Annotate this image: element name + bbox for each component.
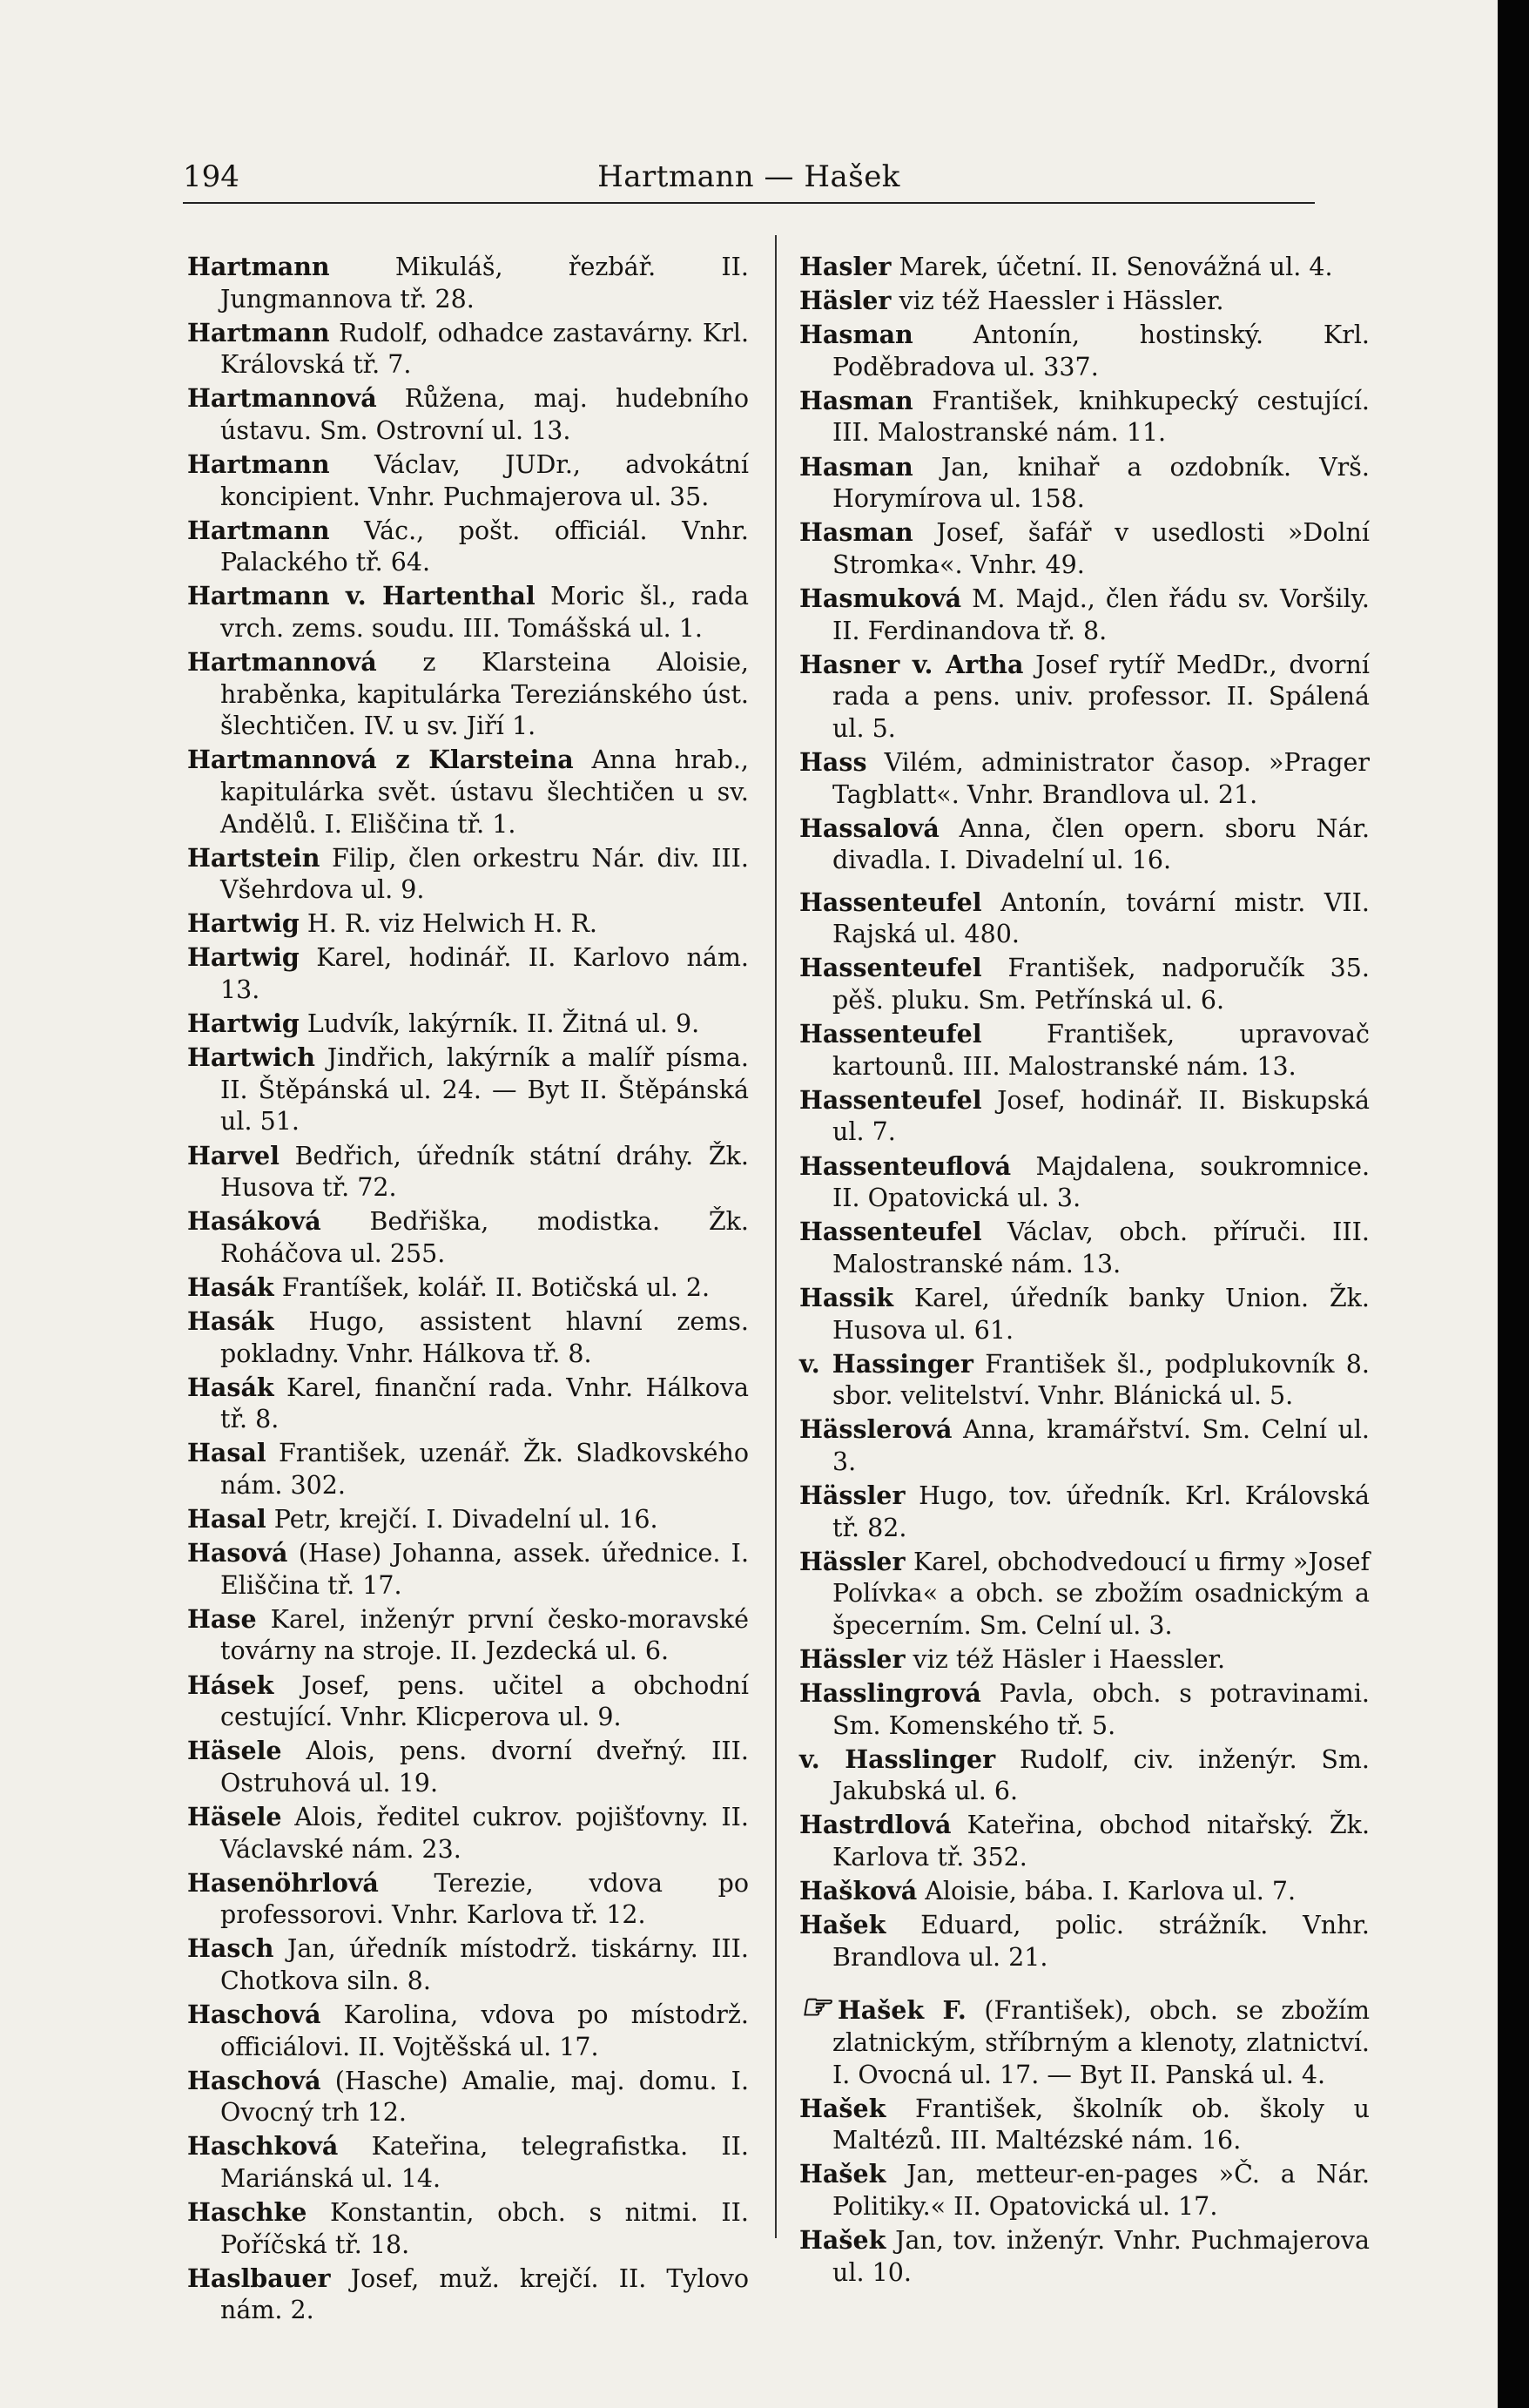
- directory-entry: [187, 515, 749, 579]
- directory-entry: [187, 1537, 749, 1602]
- entry-details: František šl., podplukovník 8. sbor. velitelství. Vnhr. Blánická ul. 5.: [832, 1349, 1370, 1411]
- entry-surname: Hasman: [799, 320, 913, 350]
- entry-surname: v. Hassinger: [799, 1348, 973, 1379]
- entry-details: (Hase) Johanna, assek. úřednice. I. Eliščina tř. 17.: [220, 1539, 749, 1600]
- entry-surname: Hässler: [799, 1643, 906, 1674]
- page-header: [183, 157, 1315, 200]
- directory-entry: [799, 2158, 1370, 2223]
- entry-surname: Hasner v. Artha: [799, 649, 1024, 679]
- entry-surname: Häsele: [187, 1736, 282, 1766]
- entry-surname: Hartmann: [187, 515, 330, 545]
- directory-entry: [187, 646, 749, 743]
- entry-details: (František), obch. se zbožím zlatnickým, stříbrným a klenoty, zlatnictví. I. Ovocná ul. 17. — Byt II. Panská ul. 4.: [832, 1996, 1371, 2089]
- directory-entry: [187, 941, 749, 1006]
- entry-surname: Häsele: [187, 1801, 282, 1831]
- entry-details: Konstantin, obch. s nitmi. II. Poříčská tř. 18.: [220, 2198, 749, 2259]
- entry-details: viz též Haessler i Hässler.: [891, 287, 1224, 316]
- entry-surname: Hässler: [799, 1546, 906, 1576]
- entry-surname: Hasal: [187, 1504, 266, 1535]
- entry-details: Jan, tov. inženýr. Vnhr. Puchmajerova ul. 10.: [832, 2226, 1370, 2287]
- entry-details: Frantíšek, kolář. II. Botičská ul. 2.: [273, 1272, 711, 1302]
- entry-details: Růžena, maj. hudebního ústavu. Sm. Ostrovní ul. 13.: [220, 384, 749, 445]
- entry-details: (Hasche) Amalie, maj. domu. I. Ovocný trh 12.: [220, 2066, 749, 2128]
- entry-details: Ludvík, lakýrník. II. Žitná ul. 9.: [299, 1009, 700, 1039]
- entry-surname: Hasák: [187, 1271, 274, 1302]
- entry-surname: Hartmannová: [187, 647, 377, 678]
- entry-details: Kateřina, telegrafistka. II. Mariánská ul. 14.: [220, 2132, 749, 2193]
- directory-entry: [799, 1546, 1370, 1642]
- directory-entry: [187, 2065, 749, 2129]
- right-column: [799, 251, 1370, 2290]
- entry-surname: Haschová: [187, 1999, 321, 2029]
- entry-surname: Hásek: [187, 1669, 274, 1700]
- entry-surname: Hase: [187, 1603, 257, 1634]
- directory-entry: [187, 1372, 749, 1436]
- entry-surname: Hasmuková: [799, 583, 962, 613]
- directory-entry: [799, 649, 1370, 745]
- entry-surname: Hašek: [799, 2159, 886, 2189]
- entry-details: Josef, šafář v usedlosti »Dolní Stromka«. Vnhr. 49.: [832, 518, 1370, 579]
- left-column: [187, 251, 749, 2328]
- entry-surname: Hassenteufel: [799, 1019, 982, 1049]
- entry-surname: Hašková: [799, 1876, 918, 1906]
- entry-details: Karel, finanční rada. Vnhr. Hálkova tř. 8.: [220, 1373, 749, 1434]
- directory-entry: [799, 746, 1370, 811]
- entry-surname: Hasová: [187, 1538, 288, 1568]
- entry-surname: Haschová: [187, 2065, 321, 2095]
- entry-surname: v. Hasslinger: [799, 1744, 996, 1774]
- directory-entry: [799, 319, 1370, 383]
- directory-entry: [187, 1140, 749, 1204]
- entry-surname: Harvel: [187, 1140, 280, 1170]
- entry-details: Hugo, tov. úředník. Krl. Královská tř. 82.: [832, 1481, 1370, 1542]
- entry-surname: Hartmann: [187, 252, 330, 281]
- entry-surname: Hasák: [187, 1306, 274, 1336]
- directory-entry: [187, 317, 749, 381]
- entry-surname: Hassik: [799, 1282, 894, 1312]
- entry-details: Jan, úředník místodrž. tiskárny. III. Chotkova siln. 8.: [220, 1934, 749, 1995]
- entry-surname: Hartmann: [187, 449, 330, 480]
- entry-details: Václav, JUDr., advokátní koncipient. Vnhr. Puchmajerova ul. 35.: [220, 450, 749, 511]
- entry-details: Karel, hodinář. II. Karlovo nám. 13.: [220, 943, 749, 1005]
- entry-details: Karel, obchodvedoucí u firmy »Josef Polívka« a obch. se zbožím osadnickým a špecerním. Sm. Celní ul. 3.: [832, 1547, 1370, 1640]
- entry-details: Josef rytíř MedDr., dvorní rada a pens. univ. professor. II. Spálená ul. 5.: [832, 650, 1370, 743]
- entry-details: Josef, hodinář. II. Biskupská ul. 7.: [832, 1085, 1370, 1147]
- directory-entry: [799, 385, 1370, 449]
- entry-details: František, uzenář. Žk. Sladkovského nám. 302.: [220, 1439, 749, 1500]
- entry-details: H. R. viz Helwich H. R.: [299, 909, 597, 939]
- directory-entry: [799, 251, 1370, 284]
- entry-details: Vác., pošt. officiál. Vnhr. Palackého tř. 64.: [220, 516, 749, 577]
- entry-details: Rudolf, civ. inženýr. Sm. Jakubská ul. 6.: [832, 1744, 1370, 1806]
- entry-details: Anna, kramářství. Sm. Celní ul. 3.: [832, 1415, 1370, 1476]
- directory-entry: [187, 580, 749, 644]
- entry-surname: Hartwig: [187, 908, 300, 939]
- entry-details: Václav, obch. příruči. III. Malostranské nám. 13.: [832, 1217, 1370, 1278]
- directory-entry: [799, 516, 1370, 581]
- entry-surname: Häsler: [799, 286, 892, 316]
- directory-entry: [799, 1480, 1370, 1544]
- directory-entry: [799, 1018, 1370, 1083]
- header-rule: [183, 202, 1315, 204]
- directory-entry: [187, 251, 749, 315]
- entry-details: Aloisie, bába. I. Karlova ul. 7.: [917, 1877, 1297, 1906]
- entry-details: z Klarsteina Aloisie, hraběnka, kapitulárka Tereziánského úst. šlechtičen. IV. u sv. Jiří 1.: [220, 648, 749, 741]
- scan-edge: [1498, 0, 1529, 2408]
- entry-details: František, nadporučík 35. pěš. pluku. Sm. Petřínská ul. 6.: [832, 954, 1370, 1015]
- entry-surname: Hasal: [187, 1438, 266, 1468]
- entry-surname: Hartmann: [187, 317, 330, 347]
- entry-surname: Hasch: [187, 1933, 274, 1964]
- entry-surname: Hasenöhrlová: [187, 1867, 379, 1898]
- entry-surname: Hartmann v. Hartenthal: [187, 581, 535, 611]
- entry-surname: Hašek: [799, 2225, 886, 2256]
- entry-surname: Hässlerová: [799, 1414, 953, 1445]
- entry-details: Eduard, polic. strážník. Vnhr. Brandlova ul. 21.: [832, 1911, 1370, 1972]
- entry-details: Vilém, administrator časop. »Prager Tagblatt«. Vnhr. Brandlova ul. 21.: [832, 747, 1370, 809]
- directory-entry: [187, 1437, 749, 1501]
- directory-entry: [187, 1801, 749, 1865]
- page-number: 194: [183, 159, 239, 194]
- entry-details: Filip, člen orkestru Nár. div. III. Všehrdova ul. 9.: [220, 843, 749, 905]
- entry-details: Bedřiška, modistka. Žk. Roháčova ul. 255.: [220, 1207, 749, 1268]
- entry-details: Moric šl., rada vrch. zems. soudu. III. Tomášská ul. 1.: [220, 582, 749, 644]
- entry-surname: Hasman: [799, 517, 913, 548]
- entry-surname: Hässler: [799, 1480, 906, 1510]
- entry-details: Hugo, assistent hlavní zems. pokladny. Vnhr. Hálkova tř. 8.: [220, 1307, 749, 1368]
- directory-entry: [799, 887, 1370, 951]
- directory-entry: [799, 2093, 1370, 2157]
- directory-entry: [799, 1986, 1371, 2091]
- entry-details: Jindřich, lakýrník a malíř písma. II. Štěpánská ul. 24. — Byt II. Štěpánská ul. 51.: [220, 1043, 749, 1137]
- directory-entry: [799, 813, 1370, 877]
- entry-details: František, knihkupecký cestující. III. Malostranské nám. 11.: [832, 386, 1370, 448]
- entry-details: Petr, krejčí. I. Divadelní ul. 16.: [266, 1505, 658, 1535]
- entry-surname: Hass: [799, 746, 867, 777]
- entry-surname: Hassalová: [799, 813, 940, 843]
- directory-entry: [187, 1999, 749, 2063]
- entry-details: Anna hrab., kapitulárka svět. ústavu šlechtičen u sv. Andělů. I. Eliščina tř. 1.: [220, 745, 749, 839]
- entry-details: Pavla, obch. s potravinami. Sm. Komenského tř. 5.: [832, 1679, 1370, 1740]
- entry-details: Mikuláš, řezbář. II. Jungmannova tř. 28.: [220, 253, 749, 314]
- directory-entry: [799, 1875, 1370, 1908]
- directory-entry: [799, 1348, 1370, 1413]
- entry-details: Bedřich, úředník státní dráhy. Žk. Husova tř. 72.: [220, 1141, 749, 1203]
- directory-entry: [187, 1735, 749, 1799]
- entry-details: Karel, úředník banky Union. Žk. Husova ul. 61.: [832, 1283, 1370, 1345]
- entry-details: viz též Häsler i Haessler.: [905, 1644, 1226, 1674]
- directory-entry: [187, 2130, 749, 2195]
- directory-entry: [799, 1643, 1370, 1676]
- directory-entry: [799, 1216, 1370, 1280]
- directory-entry: [187, 907, 749, 941]
- directory-entry: [187, 1503, 749, 1536]
- entry-details: Rudolf, odhadce zastavárny. Krl. Královská tř. 7.: [220, 318, 749, 380]
- entry-details: Anna, člen opern. sboru Nár. divadla. I. Divadelní ul. 16.: [832, 813, 1370, 875]
- entry-surname: Hašek: [799, 2093, 886, 2123]
- entry-details: Kateřina, obchod nitařský. Žk. Karlova tř. 352.: [832, 1811, 1370, 1872]
- directory-entry: [799, 1150, 1370, 1215]
- directory-entry: [187, 1867, 749, 1932]
- directory-entry: [187, 1932, 749, 1997]
- entry-details: Terezie, vdova po professorovi. Vnhr. Karlova tř. 12.: [220, 1868, 749, 1930]
- entry-details: František, školník ob. školy u Maltézů. III. Maltézské nám. 16.: [832, 2094, 1370, 2155]
- entry-surname: Haslbauer: [187, 2263, 331, 2293]
- entry-surname: Hartwig: [187, 942, 300, 973]
- entry-details: Alois, ředitel cukrov. pojišťovny. II. Václavské nám. 23.: [220, 1802, 749, 1864]
- directory-entry: [799, 952, 1370, 1016]
- directory-entry: [799, 583, 1370, 647]
- entry-surname: Hartmannová: [187, 383, 377, 414]
- entry-details: Antonín, tovární mistr. VII. Rajská ul. 480.: [832, 887, 1370, 949]
- entry-details: Karolina, vdova po místodrž. officiálovi. II. Vojtěšská ul. 17.: [220, 2000, 749, 2061]
- entry-surname: Hašek: [799, 1910, 886, 1940]
- entry-details: Josef, muž. krejčí. II. Tylovo nám. 2.: [220, 2263, 749, 2325]
- directory-entry: [799, 2224, 1370, 2289]
- directory-entry: [187, 1008, 749, 1041]
- column-divider: [775, 235, 777, 2238]
- entry-surname: Hasák: [187, 1372, 274, 1402]
- entry-details: Majdalena, soukromnice. II. Opatovická ul. 3.: [832, 1151, 1370, 1213]
- directory-entry: [187, 449, 749, 513]
- entry-surname: Hartmannová z Klarsteina: [187, 745, 574, 775]
- entry-surname: Hartstein: [187, 842, 320, 873]
- directory-entry: [187, 2196, 749, 2261]
- entry-details: Alois, pens. dvorní dveřný. III. Ostruhová ul. 19.: [220, 1737, 749, 1798]
- entry-surname: Hasáková: [187, 1206, 321, 1237]
- directory-entry: [799, 1677, 1370, 1742]
- directory-entry: [799, 285, 1370, 318]
- directory-entry: [187, 842, 749, 907]
- directory-entry: [187, 1042, 749, 1138]
- entry-details: František, upravovač kartounů. III. Malostranské nám. 13.: [832, 1020, 1370, 1081]
- directory-entry: [799, 1909, 1370, 1973]
- entry-details: M. Majd., člen řádu sv. Voršily. II. Ferdinandova tř. 8.: [832, 583, 1370, 645]
- entry-surname: Hasslingrová: [799, 1678, 981, 1709]
- directory-entry: [799, 1282, 1370, 1346]
- entry-details: Karel, inženýr první česko-moravské továrny na stroje. II. Jezdecká ul. 6.: [220, 1604, 749, 1666]
- entry-surname: Hašek F.: [837, 1995, 967, 2026]
- entry-surname: Hassenteufel: [799, 887, 982, 917]
- entry-surname: Hartwig: [187, 1008, 300, 1039]
- entry-surname: Hastrdlová: [799, 1810, 952, 1840]
- entry-surname: Haschková: [187, 2131, 339, 2162]
- directory-entry: [187, 1305, 749, 1370]
- running-head: Hartmann — Hašek: [597, 159, 900, 194]
- directory-entry: [799, 1744, 1370, 1808]
- directory-entry: [799, 1809, 1370, 1873]
- directory-entry: [187, 1271, 749, 1305]
- directory-entry: [187, 2263, 749, 2327]
- pointing-hand-icon: ☞: [799, 1986, 831, 2028]
- entry-surname: Hasler: [799, 252, 892, 281]
- entry-surname: Haschke: [187, 2197, 307, 2228]
- directory-entry: [187, 1669, 749, 1734]
- directory-entry: [187, 1205, 749, 1270]
- entry-details: Jan, knihař a ozdobník. Vrš. Horymírova ul. 158.: [832, 452, 1370, 514]
- entry-surname: Hasman: [799, 451, 913, 482]
- entry-surname: Hartwich: [187, 1042, 316, 1073]
- directory-entry: [187, 744, 749, 840]
- entry-surname: Hassenteufel: [799, 953, 982, 983]
- entry-details: Jan, metteur-en-pages »Č. a Nár. Politiky.« II. Opatovická ul. 17.: [832, 2160, 1370, 2221]
- entry-details: Antonín, hostinský. Krl. Poděbradova ul. 337.: [832, 320, 1370, 381]
- entry-surname: Hassenteuflová: [799, 1150, 1012, 1181]
- entry-details: Marek, účetní. II. Senovážná ul. 4.: [891, 253, 1333, 281]
- entry-surname: Hassenteufel: [799, 1217, 982, 1247]
- directory-entry: [187, 1603, 749, 1668]
- entry-surname: Hassenteufel: [799, 1084, 982, 1115]
- entry-surname: Hasman: [799, 385, 913, 415]
- directory-entry: [799, 451, 1370, 516]
- directory-entry: [799, 1084, 1370, 1149]
- directory-entry: [799, 1413, 1370, 1478]
- entry-details: Josef, pens. učitel a obchodní cestující. Vnhr. Klicperova ul. 9.: [220, 1670, 749, 1732]
- directory-entry: [187, 382, 749, 447]
